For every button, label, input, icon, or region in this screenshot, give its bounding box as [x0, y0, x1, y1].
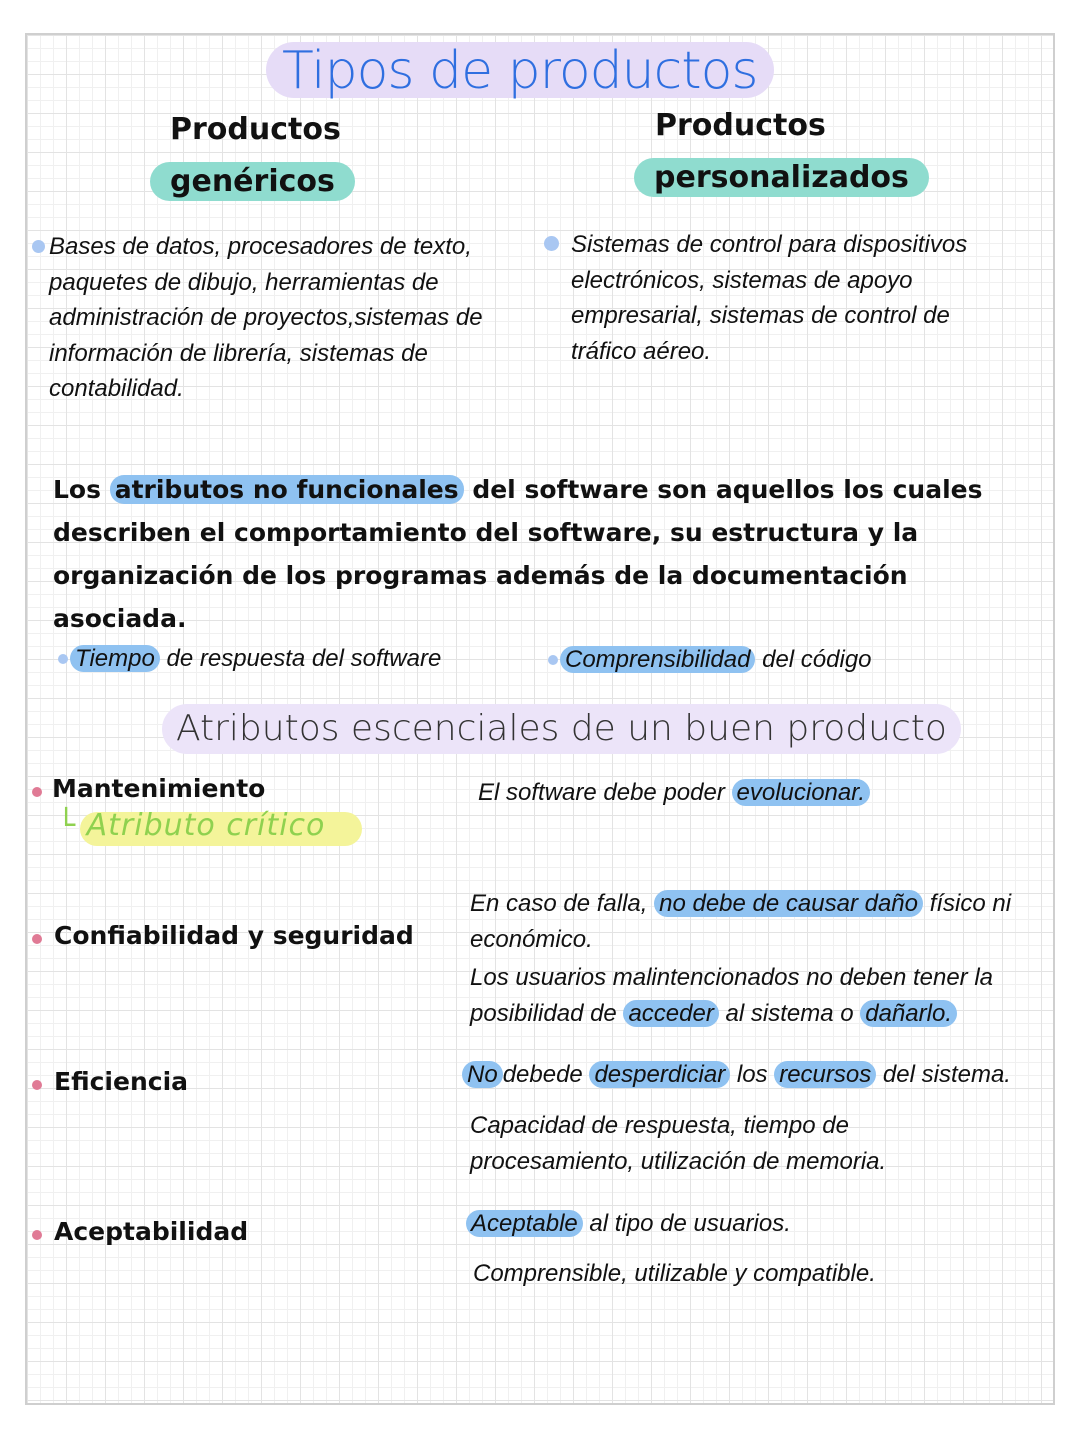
custom-line: electrónicos, sistemas de apoyo: [571, 266, 913, 294]
generic-line: contabilidad.: [49, 375, 184, 402]
efficiency-detail: [470, 1108, 886, 1179]
attribute-maintenance: Mantenimiento: [52, 774, 266, 803]
page-title: Tipos de productos: [266, 42, 774, 98]
generic-heading-line2: genéricos: [150, 162, 355, 201]
efficiency-desc: [462, 1057, 1052, 1093]
desc-text: al tipo de usuarios.: [589, 1210, 791, 1237]
example-highlight: Comprensibilidad: [560, 646, 755, 673]
desc-text: del sistema.: [882, 1061, 1011, 1088]
generic-line: Bases de datos, procesadores de texto,: [49, 233, 472, 260]
acceptability-detail: Comprensible, utilizable y compatible.: [473, 1260, 876, 1287]
custom-heading-line1: Productos: [655, 108, 826, 143]
custom-line: Sistemas de control para dispositivos: [571, 231, 968, 258]
desc-text: posibilidad de: [470, 999, 617, 1027]
custom-examples-text: [571, 227, 1041, 369]
reliability-desc: [470, 886, 1050, 1031]
non-functional-definition: [53, 468, 1013, 640]
definition-text: Los: [53, 475, 110, 504]
bullet-dot-icon: [544, 236, 559, 251]
section-subtitle: Atributos escenciales de un buen producto: [162, 704, 961, 754]
generic-line: información de librería, sistemas de: [49, 339, 428, 367]
desc-highlight: acceder: [623, 1000, 718, 1027]
custom-line: tráfico aéreo.: [571, 337, 712, 365]
bullet-dot-icon: [32, 934, 42, 944]
acceptability-desc: [466, 1206, 791, 1242]
example-text: del código: [762, 646, 872, 673]
desc-highlight: desperdiciar: [589, 1061, 730, 1088]
desc-text: al sistema o: [725, 999, 854, 1027]
desc-line: [470, 996, 1050, 1032]
desc-highlight: dañarlo.: [860, 1000, 957, 1027]
bullet-dot-icon: [58, 654, 68, 664]
example-comprehensibility: [560, 642, 872, 678]
attribute-reliability-security: Confiabilidad y seguridad: [54, 921, 414, 950]
desc-line: [462, 1057, 1052, 1093]
desc-highlight: recursos: [774, 1061, 876, 1088]
bullet-dot-icon: [32, 1230, 42, 1240]
attribute-efficiency: Eficiencia: [54, 1067, 189, 1096]
example-text: de respuesta del software: [166, 645, 442, 672]
desc-highlight: Aceptable: [466, 1210, 583, 1237]
critical-note: └ Atributo crítico: [57, 808, 326, 843]
desc-text: debede: [502, 1061, 583, 1088]
desc-text: los: [736, 1061, 768, 1088]
desc-text: El software debe poder: [478, 779, 725, 806]
generic-line: paquetes de dibujo, herramientas de: [49, 268, 439, 296]
desc-line: Los usuarios malintencionados no deben tener la: [470, 964, 994, 991]
example-response-time: [70, 641, 441, 677]
definition-text: del software son aquellos los cuales describen el comportamiento del software, su estructura y la organización de los programas además de la documentación asociada.: [53, 475, 983, 633]
definition-highlight: atributos no funcionales: [110, 475, 464, 504]
desc-line: procesamiento, utilización de memoria.: [470, 1147, 887, 1175]
custom-line: empresarial, sistemas de control de: [571, 302, 950, 329]
desc-line: económico.: [470, 925, 593, 953]
desc-highlight: evolucionar.: [732, 779, 871, 806]
bullet-dot-icon: [32, 787, 42, 797]
desc-text: físico ni: [929, 890, 1012, 917]
bullet-dot-icon: [32, 1080, 42, 1090]
generic-heading-line1: Productos: [170, 112, 341, 147]
example-highlight: Tiempo: [70, 645, 160, 672]
desc-line: Capacidad de respuesta, tiempo de: [470, 1112, 849, 1139]
desc-line: [470, 886, 1050, 922]
desc-highlight: No: [462, 1061, 503, 1088]
maintenance-desc: [478, 775, 870, 811]
generic-line: administración de proyectos,sistemas de: [49, 304, 483, 331]
generic-examples-text: [49, 229, 549, 407]
critical-note-text: Atributo crítico: [86, 808, 326, 843]
attribute-acceptability: Aceptabilidad: [54, 1217, 249, 1246]
desc-text: En caso de falla,: [470, 890, 648, 917]
bullet-dot-icon: [548, 655, 558, 665]
custom-heading-line2: personalizados: [634, 158, 929, 197]
bullet-dot-icon: [32, 240, 45, 253]
desc-highlight: no debe de causar daño: [654, 890, 923, 917]
